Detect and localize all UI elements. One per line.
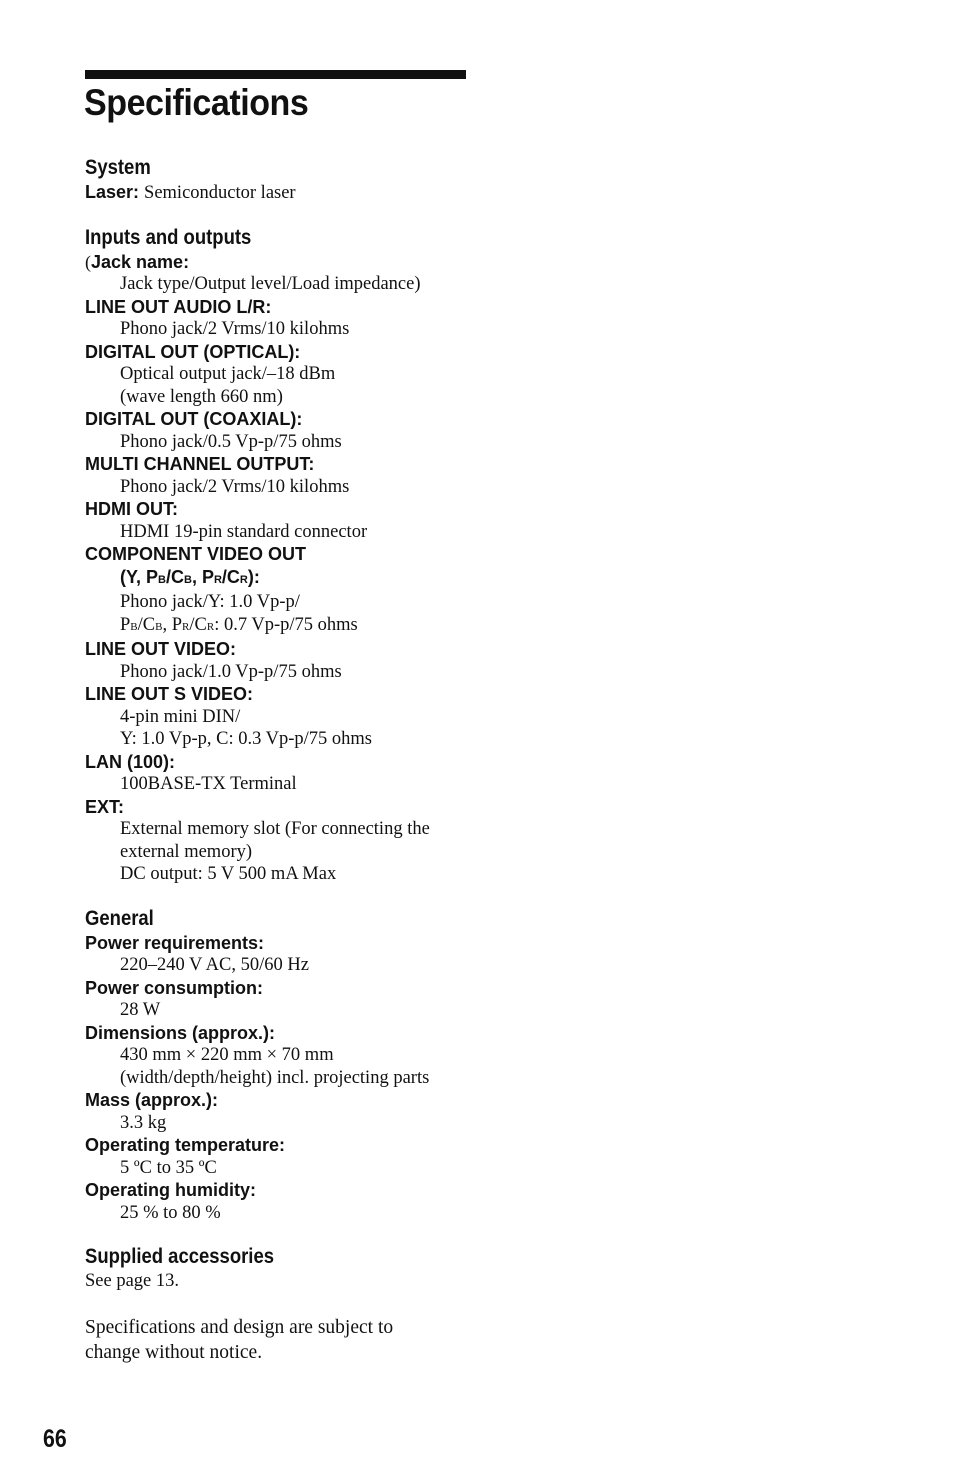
spec-legend (85, 251, 485, 274)
title-rule (85, 70, 466, 79)
spec-ext-label: EXT: (85, 796, 125, 817)
spec-dimensions-value-2: (width/depth/height) incl. projecting parts (120, 1067, 430, 1088)
compv-end: : 0.7 Vp-p/75 ohms (214, 614, 358, 635)
spec-power-req-value: 220–240 V AC, 50/60 Hz (120, 955, 309, 975)
spec-component-value-2 (85, 614, 485, 639)
compv-p1: P (120, 614, 131, 635)
legend-label: Jack name: (91, 251, 190, 272)
page-number: 66 (43, 1425, 67, 1453)
spec-dimensions-label: Dimensions (approx.): (85, 1022, 276, 1043)
legend-value: Jack type/Output level/Load impedance) (120, 274, 421, 294)
spec-power-req-label: Power requirements: (85, 932, 265, 953)
section-heading-system: System (85, 156, 151, 179)
notice-text (85, 1315, 485, 1365)
section-accessories (85, 1244, 485, 1293)
spec-line-out-audio-value: Phono jack/2 Vrms/10 kilohms (120, 319, 350, 339)
spec-digital-coaxial-value: Phono jack/0.5 Vp-p/75 ohms (120, 431, 342, 452)
spec-digital-optical-value: Optical output jack/–18 dBm (120, 364, 336, 384)
spec-ext-value-3: DC output: 5 V 500 mA Max (120, 864, 337, 884)
section-heading-general: General (85, 906, 154, 930)
spec-line-out-s-video-value-2: Y: 1.0 Vp-p, C: 0.3 Vp-p/75 ohms (120, 729, 373, 749)
section-general (85, 906, 485, 1225)
compv-c2: /C (189, 614, 207, 635)
spec-lan-value: 100BASE-TX Terminal (120, 774, 297, 794)
comp-p2: , P (191, 566, 214, 587)
section-inputs-outputs (85, 225, 485, 886)
spec-component-label-2 (85, 566, 485, 592)
notice-line-1: Specifications and design are subject to (85, 1316, 394, 1338)
page-title: Specifications (84, 82, 309, 123)
comp-sub-b2: B (183, 573, 192, 586)
comp-c1: /C (165, 566, 184, 587)
comp-end: ): (247, 566, 260, 587)
spec-digital-coaxial-label: DIGITAL OUT (COAXIAL): (85, 409, 303, 429)
spec-laser (85, 181, 485, 205)
spec-content (85, 155, 485, 1365)
spec-op-humidity-label: Operating humidity: (85, 1180, 256, 1200)
compv-sub-b2: B (155, 620, 163, 633)
spec-lan-label: LAN (100): (85, 751, 176, 772)
spec-multi-channel-label: MULTI CHANNEL OUTPUT: (85, 454, 315, 474)
comp-y: (Y, (120, 566, 147, 587)
comp-sub-r: R (213, 573, 222, 586)
spec-ext-value: External memory slot (For connecting the (120, 819, 430, 839)
spec-line-out-video-label: LINE OUT VIDEO: (85, 639, 237, 659)
compv-c1: /C (137, 614, 156, 635)
spec-line-out-video-value: Phono jack/1.0 Vp-p/75 ohms (120, 661, 342, 682)
legend-paren: ( (85, 251, 91, 272)
compv-sub-r: R (182, 620, 190, 633)
spec-power-cons-value: 28 W (120, 1000, 161, 1020)
spec-multi-channel-value: Phono jack/2 Vrms/10 kilohms (120, 476, 350, 497)
spec-op-temp-label: Operating temperature: (85, 1135, 286, 1155)
spec-line-out-s-video-value: 4-pin mini DIN/ (120, 706, 241, 727)
spec-laser-value: Semiconductor laser (144, 183, 296, 203)
spec-component-label: COMPONENT VIDEO OUT (85, 544, 307, 564)
comp-sub-b: B (158, 573, 166, 586)
comp-p1: P (146, 566, 159, 587)
spec-dimensions-value: 430 mm × 220 mm × 70 mm (120, 1045, 334, 1065)
spec-component-value: Phono jack/Y: 1.0 Vp-p/ (120, 592, 300, 612)
comp-sub-r2: R (239, 573, 248, 586)
section-heading-io: Inputs and outputs (85, 225, 252, 249)
spec-mass-value: 3.3 kg (120, 1112, 167, 1133)
accessories-value: See page 13. (85, 1271, 180, 1291)
spec-hdmi-value: HDMI 19-pin standard connector (120, 521, 368, 542)
spec-hdmi-label: HDMI OUT: (85, 499, 178, 519)
compv-sub-r2: R (206, 620, 215, 633)
notice-line-2: change without notice. (85, 1341, 263, 1363)
spec-digital-optical-label: DIGITAL OUT (OPTICAL): (85, 341, 301, 362)
spec-power-cons-label: Power consumption: (85, 977, 264, 998)
spec-line-out-s-video-label: LINE OUT S VIDEO: (85, 684, 254, 704)
comp-c2: /C (221, 566, 240, 587)
compv-sub-b: B (130, 620, 138, 633)
spec-op-humidity-value: 25 % to 80 % (120, 1202, 221, 1223)
spec-line-out-audio-label: LINE OUT AUDIO L/R: (85, 296, 272, 317)
section-system (85, 155, 485, 205)
spec-laser-label: Laser: (85, 182, 140, 202)
section-heading-accessories: Supplied accessories (85, 1245, 275, 1268)
spec-ext-value-2: external memory) (120, 841, 253, 862)
spec-op-temp-value: 5 ºC to 35 ºC (120, 1157, 217, 1178)
spec-digital-optical-value-2: (wave length 660 nm) (120, 386, 283, 407)
compv-p2: , P (162, 614, 183, 635)
spec-mass-label: Mass (approx.): (85, 1090, 219, 1110)
